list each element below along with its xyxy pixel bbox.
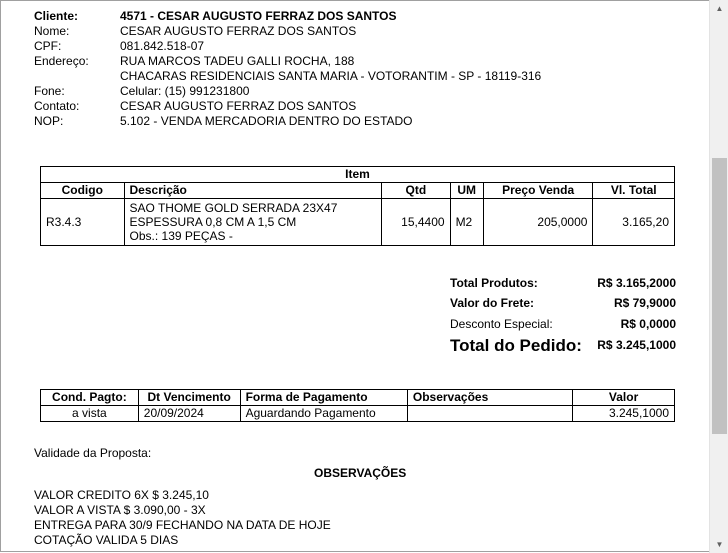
totals-block [450,276,676,358]
observacao-line: COTAÇÃO VALIDA 5 DIAS [34,533,179,547]
cell-venc: 20/09/2024 [138,406,240,422]
header-preco: Preço Venda [483,183,593,199]
cell-obs [407,406,572,422]
cpf-label: CPF: [34,39,62,53]
observacoes-lines [34,488,331,548]
observacao-line: VALOR CREDITO 6X $ 3.245,10 [34,488,209,502]
table-row [41,199,675,246]
header-total: Vl. Total [593,183,675,199]
descricao-line: ESPESSURA 0,8 CM A 1,5 CM [129,215,297,229]
descricao-line: Obs.: 139 PEÇAS - [129,229,233,243]
total-pedido-label: Total do Pedido: [450,336,582,355]
total-produtos-row [450,276,676,296]
header-codigo: Codigo [41,183,125,199]
name-value: CESAR AUGUSTO FERRAZ DOS SANTOS [120,24,357,38]
payment-table [40,389,675,422]
scroll-up-icon[interactable]: ▲ [715,4,724,13]
observacao-line: ENTREGA PARA 30/9 FECHANDO NA DATA DE HOJE [34,518,331,532]
cell-qtd: 15,4400 [382,199,450,246]
items-table [40,166,675,246]
cell-um: M2 [450,199,483,246]
header-cond-pagto: Cond. Pagto: [41,390,139,406]
header-forma-pagamento: Forma de Pagamento [240,390,407,406]
cell-codigo: R3.4.3 [41,199,125,246]
name-label: Nome: [34,24,70,38]
header-um: UM [450,183,483,199]
descricao-line: SAO THOME GOLD SERRADA 23X47 [129,201,338,215]
phone-value: Celular: (15) 991231800 [120,84,250,98]
table-row [41,406,675,422]
cpf-value: 081.842.518-07 [120,39,205,53]
validade-label: Validade da Proposta: [34,446,152,460]
phone-label: Fone: [34,84,65,98]
total-produtos-value: R$ 3.165,2000 [597,276,676,290]
cell-cond: a vista [41,406,139,422]
header-valor: Valor [573,390,675,406]
scroll-down-icon[interactable]: ▼ [715,540,724,549]
header-qtd: Qtd [382,183,450,199]
frete-label: Valor do Frete: [450,296,535,310]
desconto-label: Desconto Especial: [450,317,553,331]
total-pedido-value: R$ 3.245,1000 [597,338,676,352]
scroll-thumb[interactable] [712,158,727,434]
contact-label: Contato: [34,99,80,113]
contact-value: CESAR AUGUSTO FERRAZ DOS SANTOS [120,99,357,113]
address-value: RUA MARCOS TADEU GALLI ROCHA, 188 [120,54,355,68]
client-value: 4571 - CESAR AUGUSTO FERRAZ DOS SANTOS [120,9,397,23]
header-dt-vencimento: Dt Vencimento [138,390,240,406]
address-label: Endereço: [34,54,89,68]
total-produtos-label: Total Produtos: [450,276,538,290]
header-descricao: Descrição [124,183,382,199]
client-label: Cliente: [34,9,79,23]
cell-descricao [124,199,382,246]
frete-row [450,296,676,317]
desconto-row [450,317,676,336]
cell-total: 3.165,20 [593,199,675,246]
cell-preco: 205,0000 [483,199,593,246]
vertical-scrollbar[interactable] [709,0,728,553]
observacoes-title: OBSERVAÇÕES [314,466,407,480]
desconto-value: R$ 0,0000 [620,317,676,331]
nop-label: NOP: [34,114,64,128]
items-caption: Item [41,167,675,183]
header-observacoes: Observações [407,390,572,406]
address-line2-value: CHACARAS RESIDENCIAIS SANTA MARIA - VOTORANTIM - SP - 18119-316 [120,69,542,83]
nop-value: 5.102 - VENDA MERCADORIA DENTRO DO ESTADO [120,114,413,128]
total-pedido-row [450,336,676,358]
cell-valor: 3.245,1000 [573,406,675,422]
cell-forma: Aguardando Pagamento [240,406,407,422]
frete-value: R$ 79,9000 [613,296,676,310]
observacao-line: VALOR A VISTA $ 3.090,00 - 3X [34,503,206,517]
